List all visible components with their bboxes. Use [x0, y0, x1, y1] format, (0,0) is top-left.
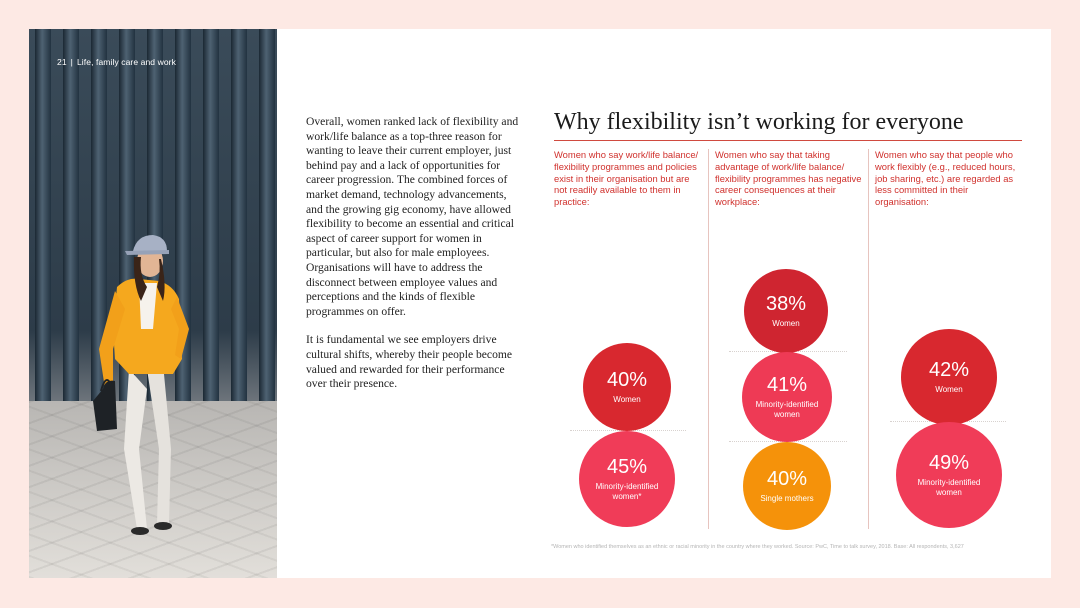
stat-label: Women — [935, 385, 963, 394]
stat-label: Single mothers — [760, 494, 814, 503]
stat-value: 40% — [606, 369, 648, 391]
page-number: 21 — [57, 57, 67, 67]
column-divider — [708, 149, 709, 529]
header-separator: | — [70, 57, 73, 67]
stat-circle — [896, 422, 1002, 528]
stat-value: 38% — [765, 293, 807, 315]
column-2-heading: Women who say that taking advantage of work/life balance/ flexibility programmes has negative career consequences at their workplace: — [715, 149, 862, 208]
cover-photo — [29, 29, 277, 578]
column-1-heading: Women who say work/life balance/ flexibility programmes and policies exist in their organisation but are not readily available to them in practice: — [554, 149, 699, 208]
stat-value: 40% — [766, 468, 808, 490]
stat-label: Women — [772, 319, 800, 328]
page-header — [57, 57, 176, 67]
stat-circle — [744, 269, 828, 353]
stat-circle — [743, 442, 831, 530]
stat-value: 42% — [928, 359, 970, 381]
body-paragraph: It is fundamental we see employers drive cultural shifts, whereby their people become valued and rewarded for their performance over their presence. — [306, 333, 513, 391]
infographic-title: Why flexibility isn’t working for everyone — [554, 109, 964, 135]
footnote: *Women who identified themselves as an ethnic or racial minority in the country where they worked. Source: PwC, Time to talk survey, 2018. Base: All respondents, 3,627 — [551, 544, 964, 550]
body-text — [306, 115, 526, 406]
stat-circle — [583, 343, 671, 431]
column-3-heading: Women who say that people who work flexibly (e.g., reduced hours, job sharing, etc.) are regarded as less committed in their organisation: — [875, 149, 1016, 208]
body-paragraph: Overall, women ranked lack of flexibility and work/life balance as a top-three reason for wanting to leave their current employer, just behind pay and a lack of opportunities for career progression. The combined forces of market demand, technology advancements, and the growing gig economy, have allowed flexibility to become an essential and critical aspect of career support for women in particular, but also for male employees. Organisations will have to address the disconnect between employee values and perceptions and the kinds of flexible programmes on offer. — [306, 115, 519, 318]
stat-label: Women — [613, 395, 641, 404]
stat-value: 45% — [606, 456, 648, 478]
stat-value: 49% — [928, 452, 970, 474]
woman-figure — [29, 29, 277, 578]
section-title: Life, family care and work — [76, 57, 176, 67]
column-divider — [868, 149, 869, 529]
report-page — [29, 29, 1051, 578]
stat-circle — [579, 431, 675, 527]
stat-label: Minority-identified women* — [595, 482, 659, 501]
stat-value: 41% — [766, 374, 808, 396]
stat-circle — [742, 352, 832, 442]
title-rule — [554, 140, 1022, 141]
stat-circle — [901, 329, 997, 425]
stat-label: Minority-identified women — [917, 478, 981, 497]
stat-label: Minority-identified women — [755, 400, 819, 419]
